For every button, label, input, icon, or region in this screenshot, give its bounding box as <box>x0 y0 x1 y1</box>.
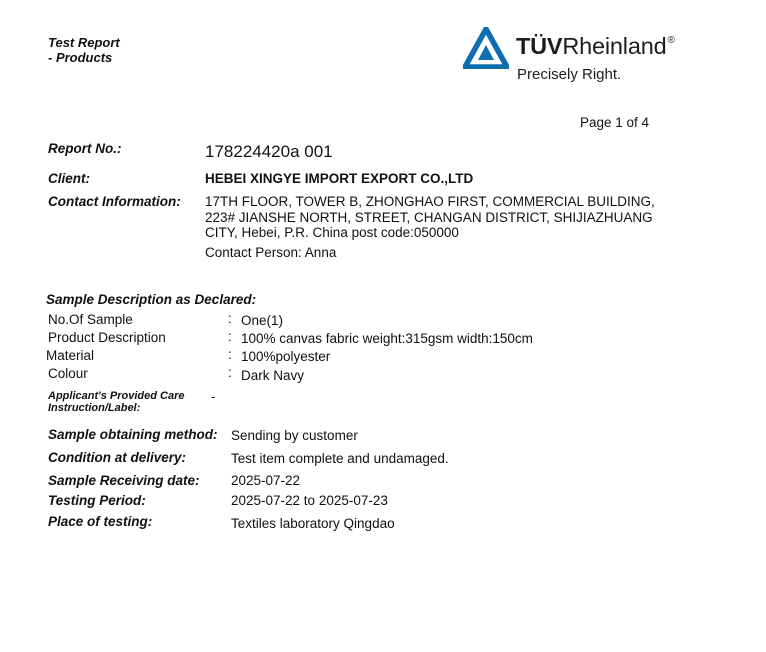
sample-row-separator: : <box>228 329 232 344</box>
contact-info-label: Contact Information: <box>48 194 181 209</box>
page-indicator: Page 1 of 4 <box>580 115 650 130</box>
sample-row-separator: : <box>228 365 232 380</box>
logo-registered-mark: ® <box>667 35 675 46</box>
client-value: HEBEI XINGYE IMPORT EXPORT CO.,LTD <box>205 171 474 186</box>
detail-label: Condition at delivery: <box>48 450 187 465</box>
detail-label: Sample Receiving date: <box>48 473 200 488</box>
contact-address-line: CITY, Hebei, P.R. China post code:050000 <box>205 225 459 240</box>
logo-brand-name <box>516 33 675 60</box>
contact-address-line: 223# JIANSHE NORTH, STREET, CHANGAN DISTRICT, SHIJIAZHUANG <box>205 209 653 225</box>
detail-value: Textiles laboratory Qingdao <box>231 516 395 531</box>
report-no-value: 178224420a 001 <box>205 142 333 161</box>
logo-brand-bold: TÜV <box>516 33 563 59</box>
tuv-rheinland-logo <box>463 27 723 87</box>
sample-row-label: Colour <box>48 366 88 381</box>
detail-label: Place of testing: <box>48 514 153 529</box>
document-type-title <box>48 35 120 65</box>
sample-row-label: Material <box>46 348 95 363</box>
sample-row-value: Dark Navy <box>241 368 305 383</box>
logo-brand-rest: Rheinland <box>562 33 667 59</box>
detail-value: Test item complete and undamaged. <box>231 451 449 466</box>
care-instruction-label-line1: Applicant's Provided Care <box>48 390 185 402</box>
detail-value: 2025-07-22 <box>231 473 301 488</box>
report-no-label: Report No.: <box>48 141 122 156</box>
sample-row-label: No.Of Sample <box>48 312 133 327</box>
sample-row-label: Product Description <box>48 330 166 345</box>
contact-address-line: 17TH FLOOR, TOWER B, ZHONGHAO FIRST, COMMERCIAL BUILDING, <box>205 194 655 209</box>
sample-row-separator: : <box>228 311 232 326</box>
care-instruction-value: - <box>211 389 216 404</box>
sample-row-separator: : <box>228 347 232 362</box>
sample-row-value: 100% canvas fabric weight:315gsm width:150cm <box>241 331 533 346</box>
sample-row-value: 100%polyester <box>241 349 331 364</box>
tuv-triangle-logo-icon <box>463 27 509 69</box>
care-instruction-label <box>48 390 185 414</box>
document-type-line1: Test Report <box>48 35 120 50</box>
sample-row-value: One(1) <box>241 313 284 328</box>
detail-value: 2025-07-22 to 2025-07-23 <box>231 493 388 508</box>
contact-person: Contact Person: Anna <box>205 245 337 260</box>
document-type-line2: - Products <box>48 50 113 65</box>
detail-label: Testing Period: <box>48 493 146 508</box>
detail-value: Sending by customer <box>231 428 358 443</box>
care-instruction-label-line2: Instruction/Label: <box>48 402 141 414</box>
logo-tagline: Precisely Right. <box>517 66 622 83</box>
contact-info-address <box>205 194 655 241</box>
sample-description-heading: Sample Description as Declared: <box>46 292 257 307</box>
client-label: Client: <box>48 171 90 186</box>
detail-label: Sample obtaining method: <box>48 427 218 442</box>
